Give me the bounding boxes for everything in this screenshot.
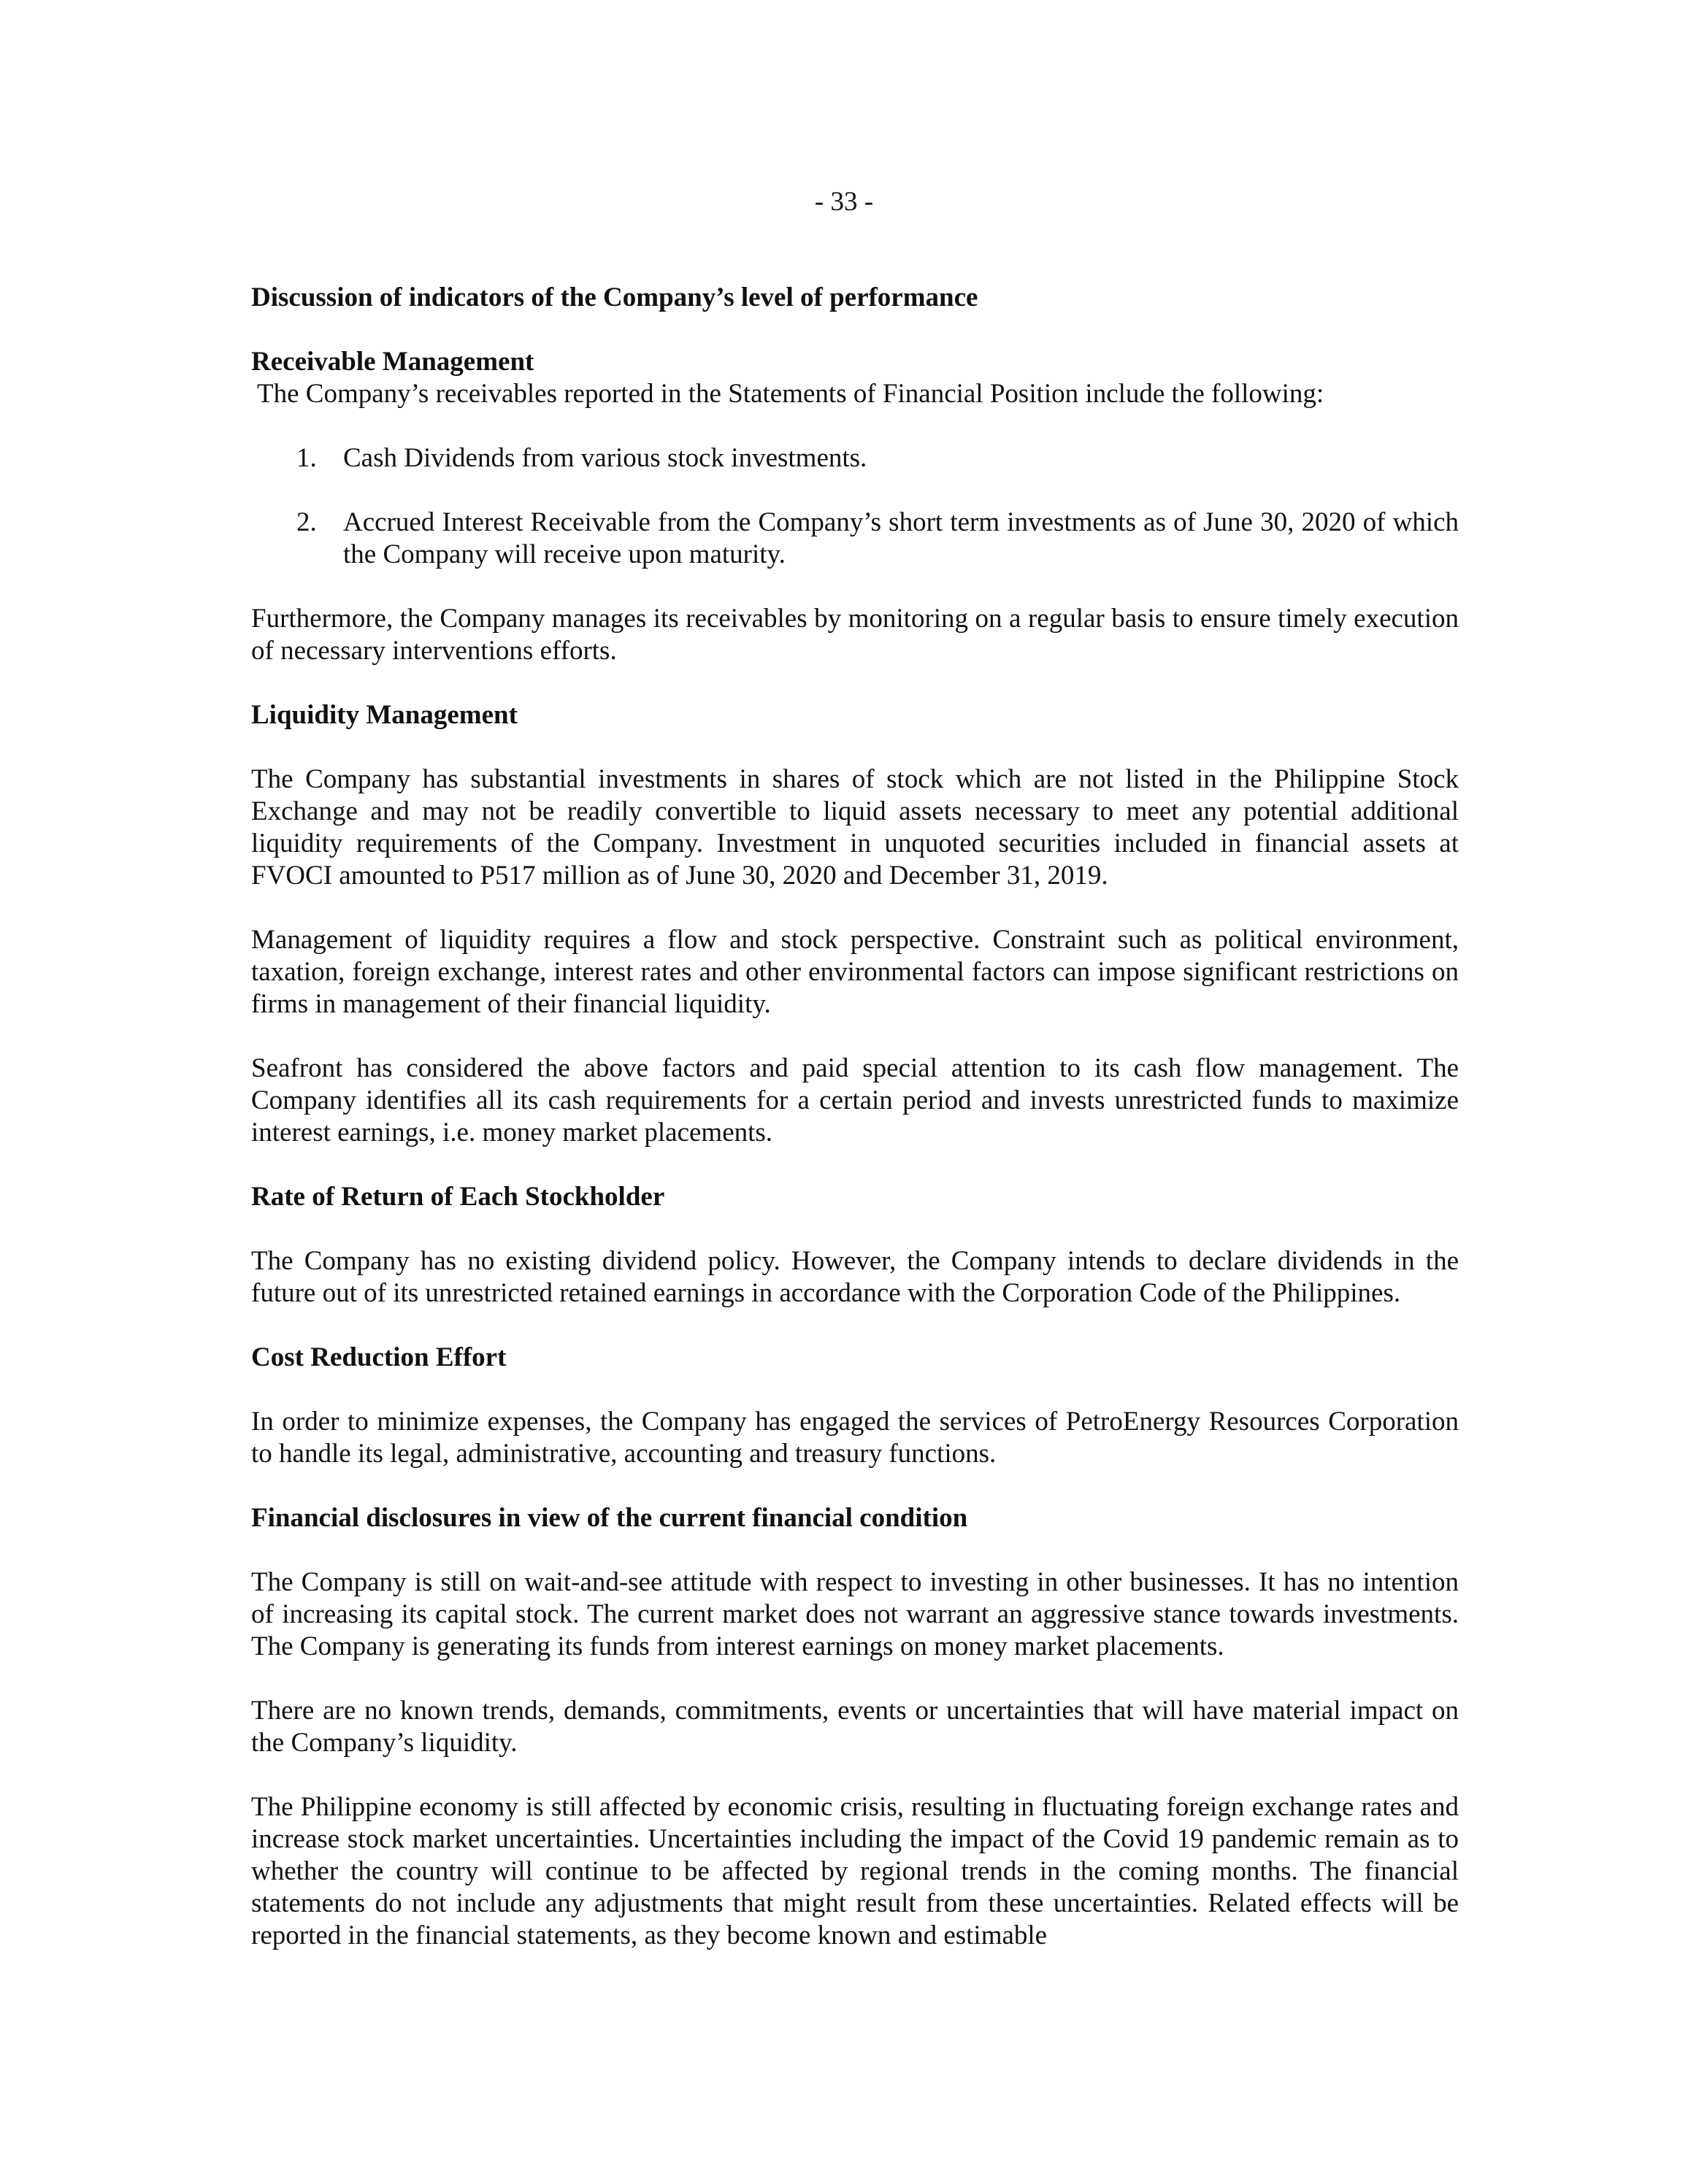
receivable-management-heading: Receivable Management xyxy=(251,347,534,377)
liquidity-paragraph-1: The Company has substantial investments in shares of stock which are not listed in the Philippine Stock Exchange and may not be readily convertible to liquid assets necessary to meet any potential additional liquidity requirements of the Company. Investment in unquoted securities included in financial assets at FVOCI amounted to P517 million as of June 30, 2020 and December 31, 2019. xyxy=(251,764,1459,891)
rate-of-return-heading: Rate of Return of Each Stockholder xyxy=(251,1182,665,1212)
financial-disclosures-paragraph-2: There are no known trends, demands, commitments, events or uncertainties that will have material impact on the Company’s liquidity. xyxy=(251,1696,1459,1758)
cost-reduction-section xyxy=(251,1342,1459,1470)
financial-disclosures-heading: Financial disclosures in view of the current financial condition xyxy=(251,1503,968,1533)
list-item-text: Accrued Interest Receivable from the Company’s short term investments as of June 30, 2020 of which the Company will receive upon maturity. xyxy=(343,507,1459,569)
liquidity-paragraph-3: Seafront has considered the above factors and paid special attention to its cash flow management. The Company identifies all its cash requirements for a certain period and invests unrestricted funds to maximize interest earnings, i.e. money market placements. xyxy=(251,1053,1459,1147)
page-content xyxy=(251,282,1459,1952)
cost-reduction-heading: Cost Reduction Effort xyxy=(251,1342,507,1372)
receivables-list xyxy=(251,442,1459,571)
list-item-number: 2. xyxy=(296,507,317,537)
main-heading: Discussion of indicators of the Company’s level of performance xyxy=(251,282,978,312)
financial-disclosures-paragraph-1: The Company is still on wait-and-see attitude with respect to investing in other businesses. It has no intention of increasing its capital stock. The current market does not warrant an aggressive stance towards investments. The Company is generating its funds from interest earnings on money market placements. xyxy=(251,1567,1459,1661)
liquidity-management-section xyxy=(251,699,1459,1149)
rate-of-return-section xyxy=(251,1181,1459,1310)
receivable-management-section xyxy=(251,346,1459,667)
rate-of-return-paragraph: The Company has no existing dividend policy. However, the Company intends to declare dividends in the future out of its unrestricted retained earnings in accordance with the Corporation Code of the Philippines. xyxy=(251,1246,1459,1308)
list-item xyxy=(251,507,1459,571)
list-item xyxy=(251,442,1459,474)
list-item-number: 1. xyxy=(296,443,317,473)
liquidity-paragraph-2: Management of liquidity requires a flow and stock perspective. Constraint such as political environment, taxation, foreign exchange, interest rates and other environmental factors can impose significant restrictions on firms in management of their financial liquidity. xyxy=(251,925,1459,1019)
cost-reduction-paragraph: In order to minimize expenses, the Company has engaged the services of PetroEnergy Resources Corporation to handle its legal, administrative, accounting and treasury functions. xyxy=(251,1407,1459,1469)
receivable-closing-paragraph: Furthermore, the Company manages its receivables by monitoring on a regular basis to ensure timely execution of necessary interventions efforts. xyxy=(251,604,1459,666)
liquidity-management-heading: Liquidity Management xyxy=(251,700,518,730)
page-number: - 33 - xyxy=(814,187,874,217)
financial-disclosures-paragraph-3: The Philippine economy is still affected by economic crisis, resulting in fluctuating foreign exchange rates and increase stock market uncertainties. Uncertainties including the impact of the Covid 19 pandemic remain as to whether the country will continue to be affected by regional trends in the coming months. The financial statements do not include any adjustments that might result from these uncertainties. Related effects will be reported in the financial statements, as they become known and estimable xyxy=(251,1792,1459,1950)
financial-disclosures-section xyxy=(251,1502,1459,1952)
receivable-intro-paragraph: The Company’s receivables reported in the Statements of Financial Position include the following: xyxy=(257,379,1324,409)
list-item-text: Cash Dividends from various stock investments. xyxy=(343,443,867,473)
